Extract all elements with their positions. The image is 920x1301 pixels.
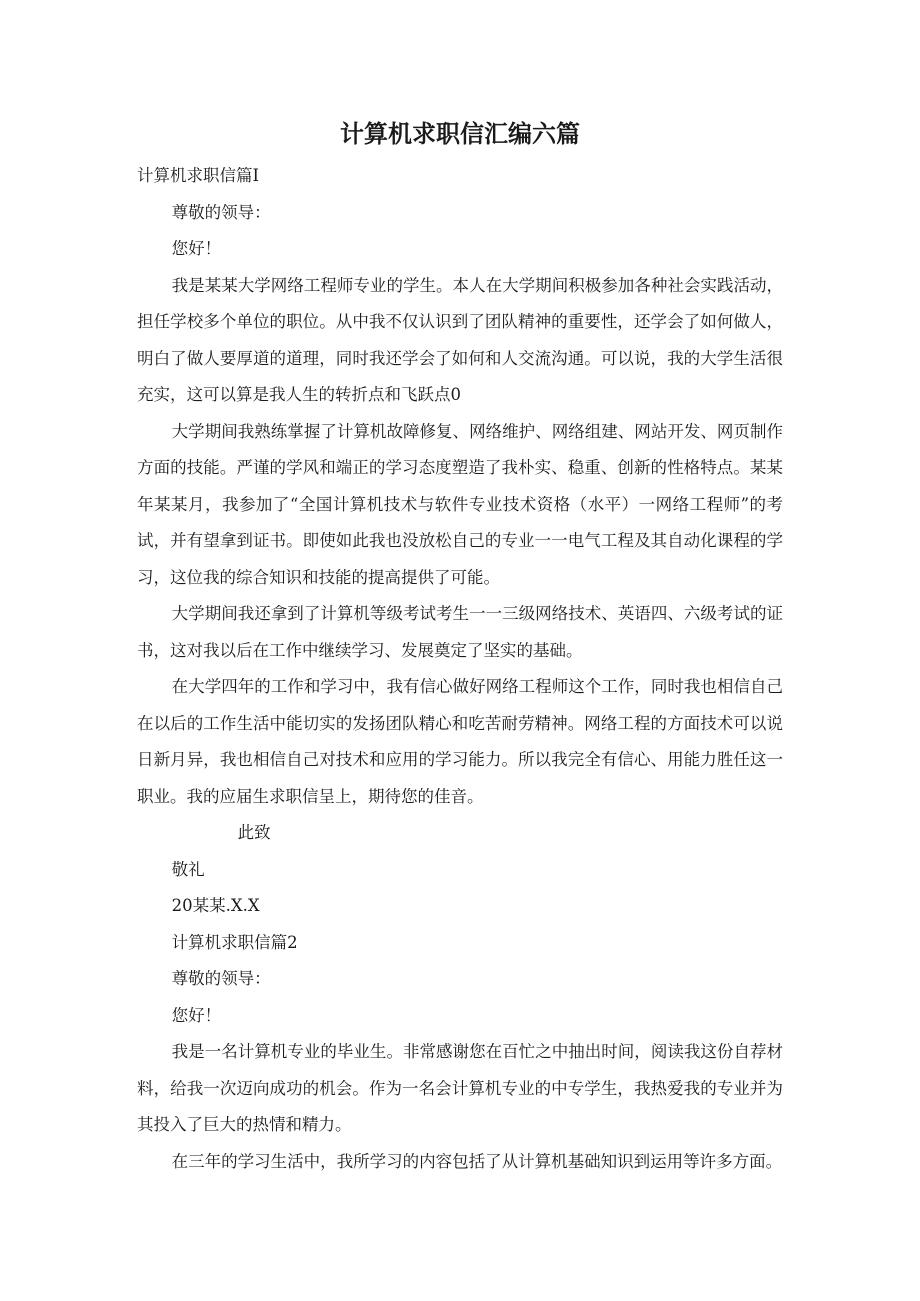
greeting: 您好！ — [171, 1005, 222, 1025]
paragraph: 在大学四年的工作和学习中，我有信心做好网络工程师这个工作，同时我也相信自己在以后的工作生活中能切实的发扬团队精心和吃苦耐劳精神。网络工程的方面技术可以说日新月异，我也相信自己对技术和应用的学习能力。所以我完全有信心、用能力胜任这一职业。我的应届生求职信呈上，期待您的佳音。 — [137, 677, 783, 806]
salutation: 尊敬的领导： — [171, 969, 271, 988]
paragraph: 大学期间我熟练掌握了计算机故障修复、网络维护、网络组建、网站开发、网页制作方面的技能。严谨的学风和端正的学习态度塑造了我朴实、稳重、创新的性格特点。某某年某某月，我参加了“全国计算机技术与软件专业技术资格（水平）一网络工程师”的考试，并有望拿到证书。即使如此我也没放松自己的专业一一电气工程及其自动化课程的学习，这位我的综合知识和技能的提高提供了可能。 — [137, 421, 783, 587]
greeting: 您好！ — [171, 239, 222, 258]
salutation: 尊敬的领导： — [171, 202, 271, 222]
section-heading-2: 计算机求职信篇2 — [171, 932, 298, 952]
closing-regards: 敬礼 — [171, 859, 205, 879]
closing-phrase: 此致 — [237, 823, 271, 842]
letter-date: 20某某.X.X — [171, 896, 260, 915]
paragraph: 在三年的学习生活中，我所学习的内容包括了从计算机基础知识到运用等许多方面。 — [171, 1151, 783, 1171]
section-heading-1: 计算机求职信篇I — [137, 166, 260, 185]
document-title: 计算机求职信汇编六篇 — [340, 120, 580, 148]
paragraph: 大学期间我还拿到了计算机等级考试考生一一三级网络技术、英语四、六级考试的证书，这对我以后在工作中继续学习、发展奠定了坚实的基础。 — [137, 604, 783, 660]
paragraph: 我是某某大学网络工程师专业的学生。本人在大学期间积极参加各种社会实践活动，担任学校多个单位的职位。从中我不仅认识到了团队精神的重要性，还学会了如何做人，明白了做人要厚道的道理，同时我还学会了如何和人交流沟通。可以说，我的大学生活很充实，这可以算是我人生的转折点和飞跃点0 — [137, 275, 783, 404]
paragraph: 我是一名计算机专业的毕业生。非常感谢您在百忙之中抽出时间，阅读我这份自荐材料，给我一次迈向成功的机会。作为一名会计算机专业的中专学生，我热爱我的专业并为其投入了巨大的热情和精力。 — [137, 1042, 783, 1134]
document-body — [137, 158, 783, 1180]
